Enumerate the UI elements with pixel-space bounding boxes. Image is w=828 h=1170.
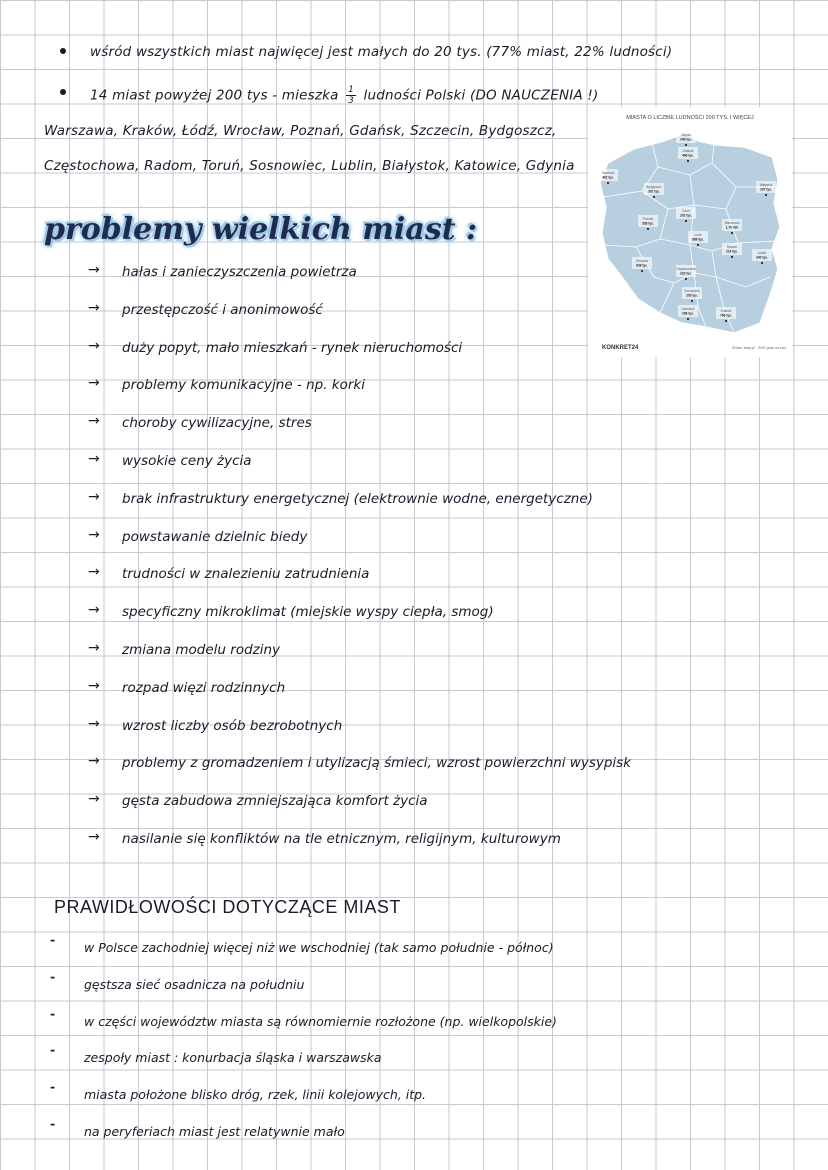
- city-population: 203 tys.: [686, 293, 698, 298]
- city-name: Sosnowiec: [684, 289, 700, 293]
- dash-bullet: -: [50, 1042, 56, 1058]
- city-population: 222 tys.: [680, 271, 692, 276]
- city-dot: [687, 318, 689, 320]
- intro-line-2-pre: 14 miast powyżej 200 tys - mieszka: [90, 87, 339, 104]
- city-dot: [685, 220, 687, 222]
- list-item-text: przestępczość i anonimowość: [122, 301, 323, 318]
- intro-line-1: wśród wszystkich miast najwięcej jest małych do 20 tys. (77% miast, 22% ludności): [90, 44, 673, 60]
- dash-bullet: -: [50, 1005, 56, 1021]
- dash-bullet: -: [50, 1115, 56, 1131]
- city-map-card: [588, 107, 792, 357]
- list-item-text: gęsta zabudowa zmniejszająca komfort życia: [122, 793, 428, 810]
- city-population: 246 tys.: [680, 137, 692, 142]
- city-name: Radom: [726, 245, 738, 249]
- list-item-text: gęstsza sieć osadnicza na południu: [84, 976, 305, 992]
- city-dot: [687, 160, 689, 162]
- city-name: Lublin: [757, 251, 767, 255]
- arrow-icon: →: [88, 526, 100, 543]
- arrow-icon: →: [88, 564, 100, 581]
- list-item-text: wzrost liczby osób bezrobotnych: [122, 717, 343, 734]
- city-population: 296 tys.: [682, 311, 694, 316]
- city-dot: [725, 320, 727, 322]
- arrow-icon: →: [88, 450, 100, 467]
- dash-bullet: -: [50, 968, 56, 984]
- city-list-line-1: Warszawa, Kraków, Łódź, Wrocław, Poznań, Gdańsk, Szczecin, Bydgoszcz,: [44, 123, 557, 139]
- arrow-icon: →: [88, 753, 100, 770]
- poland-map: [594, 127, 786, 339]
- regularities-title: PRAWIDŁOWOŚCI DOTYCZĄCE MIAST: [54, 897, 401, 917]
- city-population: 297 tys.: [760, 187, 772, 192]
- city-dot: [653, 196, 655, 198]
- list-item-text: choroby cywilizacyjne, stres: [122, 415, 312, 432]
- list-item-text: miasta położone blisko dróg, rzek, linii kolejowych, itp.: [84, 1087, 427, 1103]
- list-item-text: powstawanie dzielnic biedy: [122, 528, 308, 545]
- list-item-text: duży popyt, mało mieszkań - rynek nieruchomości: [122, 339, 463, 356]
- list-item-text: trudności w znalezieniu zatrudnienia: [122, 566, 370, 583]
- bullet-dot: [60, 89, 66, 95]
- city-name: Szczecin: [601, 171, 615, 175]
- city-dot: [647, 228, 649, 230]
- arrow-icon: →: [88, 602, 100, 619]
- city-name: Poznań: [642, 217, 654, 221]
- city-dot: [697, 244, 699, 246]
- list-item-text: hałas i zanieczyszczenia powietrza: [122, 264, 357, 280]
- list-item-text: problemy komunikacyjne - np. korki: [122, 377, 365, 394]
- city-dot: [607, 182, 609, 184]
- arrow-icon: →: [88, 413, 100, 430]
- map-source: Źródło: bazy.pl · GUS (stan na rok): [731, 346, 786, 350]
- city-dot: [761, 262, 763, 264]
- city-dot: [685, 278, 687, 280]
- arrow-icon: →: [88, 828, 100, 845]
- dash-bullet: -: [50, 932, 56, 947]
- city-name: Gdańsk: [682, 149, 694, 153]
- city-dot: [731, 256, 733, 258]
- city-name: Częstochowa: [676, 267, 696, 271]
- city-population: 466 tys.: [682, 153, 694, 158]
- city-name: Łódź: [694, 233, 702, 237]
- fraction-denominator: 3: [348, 96, 355, 106]
- city-population: 202 tys.: [680, 213, 692, 218]
- city-population: 351 tys.: [648, 189, 660, 194]
- dash-bullet: -: [50, 1079, 56, 1095]
- list-item-text: wysokie ceny życia: [122, 452, 252, 469]
- list-item-text: specyficzny mikroklimat (miejskie wyspy ciepła, smog): [122, 604, 494, 621]
- city-name: Białystok: [759, 183, 773, 187]
- city-population: 214 tys.: [726, 249, 738, 254]
- city-dot: [641, 270, 643, 272]
- list-item-text: brak infrastruktury energetycznej (elektrownie wodne, energetyczne): [122, 490, 593, 507]
- city-dot: [765, 194, 767, 196]
- city-name: Wrocław: [635, 259, 649, 263]
- arrow-icon: →: [88, 677, 100, 694]
- city-population: 1,76 mln: [725, 225, 739, 230]
- arrow-icon: →: [88, 262, 100, 278]
- list-item-text: na peryferiach miast jest relatywnie mało: [84, 1123, 345, 1139]
- arrow-icon: →: [88, 375, 100, 392]
- list-item-text: zespoły miast : konurbacja śląska i warszawska: [84, 1050, 382, 1066]
- city-population: 638 tys.: [636, 263, 648, 268]
- map-brand-logo: KONKRET24: [602, 345, 639, 351]
- intro-line-2: [90, 85, 598, 106]
- city-name: Katowice: [681, 307, 695, 311]
- city-list-line-2: Częstochowa, Radom, Toruń, Sosnowiec, Lublin, Białystok, Katowice, Gdynia: [44, 158, 575, 174]
- list-item-text: nasilanie się konfliktów na tle etnicznym, religijnym, kulturowym: [122, 830, 561, 847]
- arrow-icon: →: [88, 639, 100, 656]
- city-dot: [685, 144, 687, 146]
- intro-line-2-post: ludności Polski (DO NAUCZENIA !): [363, 87, 599, 104]
- fraction: [346, 85, 356, 106]
- city-population: 766 tys.: [720, 313, 732, 318]
- city-name: Warszawa: [724, 221, 740, 225]
- bullet-dot: [60, 48, 66, 54]
- city-name: Toruń: [682, 209, 690, 213]
- list-item-text: rozpad więzi rodzinnych: [122, 679, 286, 696]
- city-population: 538 tys.: [642, 221, 654, 226]
- city-dot: [691, 300, 693, 302]
- city-dot: [731, 232, 733, 234]
- fraction-numerator: 1: [348, 85, 355, 95]
- list-item-text: problemy z gromadzeniem i utylizacją śmieci, wzrost powierzchni wysypisk: [122, 755, 632, 772]
- arrow-icon: →: [88, 488, 100, 505]
- city-name: Gdynia: [680, 133, 692, 137]
- arrow-icon: →: [88, 337, 100, 354]
- city-name: Bydgoszcz: [646, 185, 662, 189]
- arrow-icon: →: [88, 299, 100, 316]
- section-heading: problemy wielkich miast :: [44, 212, 478, 247]
- city-population: 402 tys.: [602, 175, 614, 180]
- arrow-icon: →: [88, 791, 100, 808]
- city-name: Kraków: [720, 309, 732, 313]
- city-population: 340 tys.: [756, 255, 768, 260]
- list-item-text: w Polsce zachodniej więcej niż we wschodniej (tak samo południe - północ): [84, 940, 554, 955]
- city-population: 688 tys.: [692, 237, 704, 242]
- arrow-icon: →: [88, 715, 100, 732]
- list-item-text: w części województw miasta są równomiernie rozłożone (np. wielkopolskie): [84, 1013, 557, 1029]
- list-item-text: zmiana modelu rodziny: [122, 641, 281, 658]
- map-title: MIASTA O LICZBIE LUDNOŚCI 200 TYS. I WIĘCEJ: [626, 115, 754, 121]
